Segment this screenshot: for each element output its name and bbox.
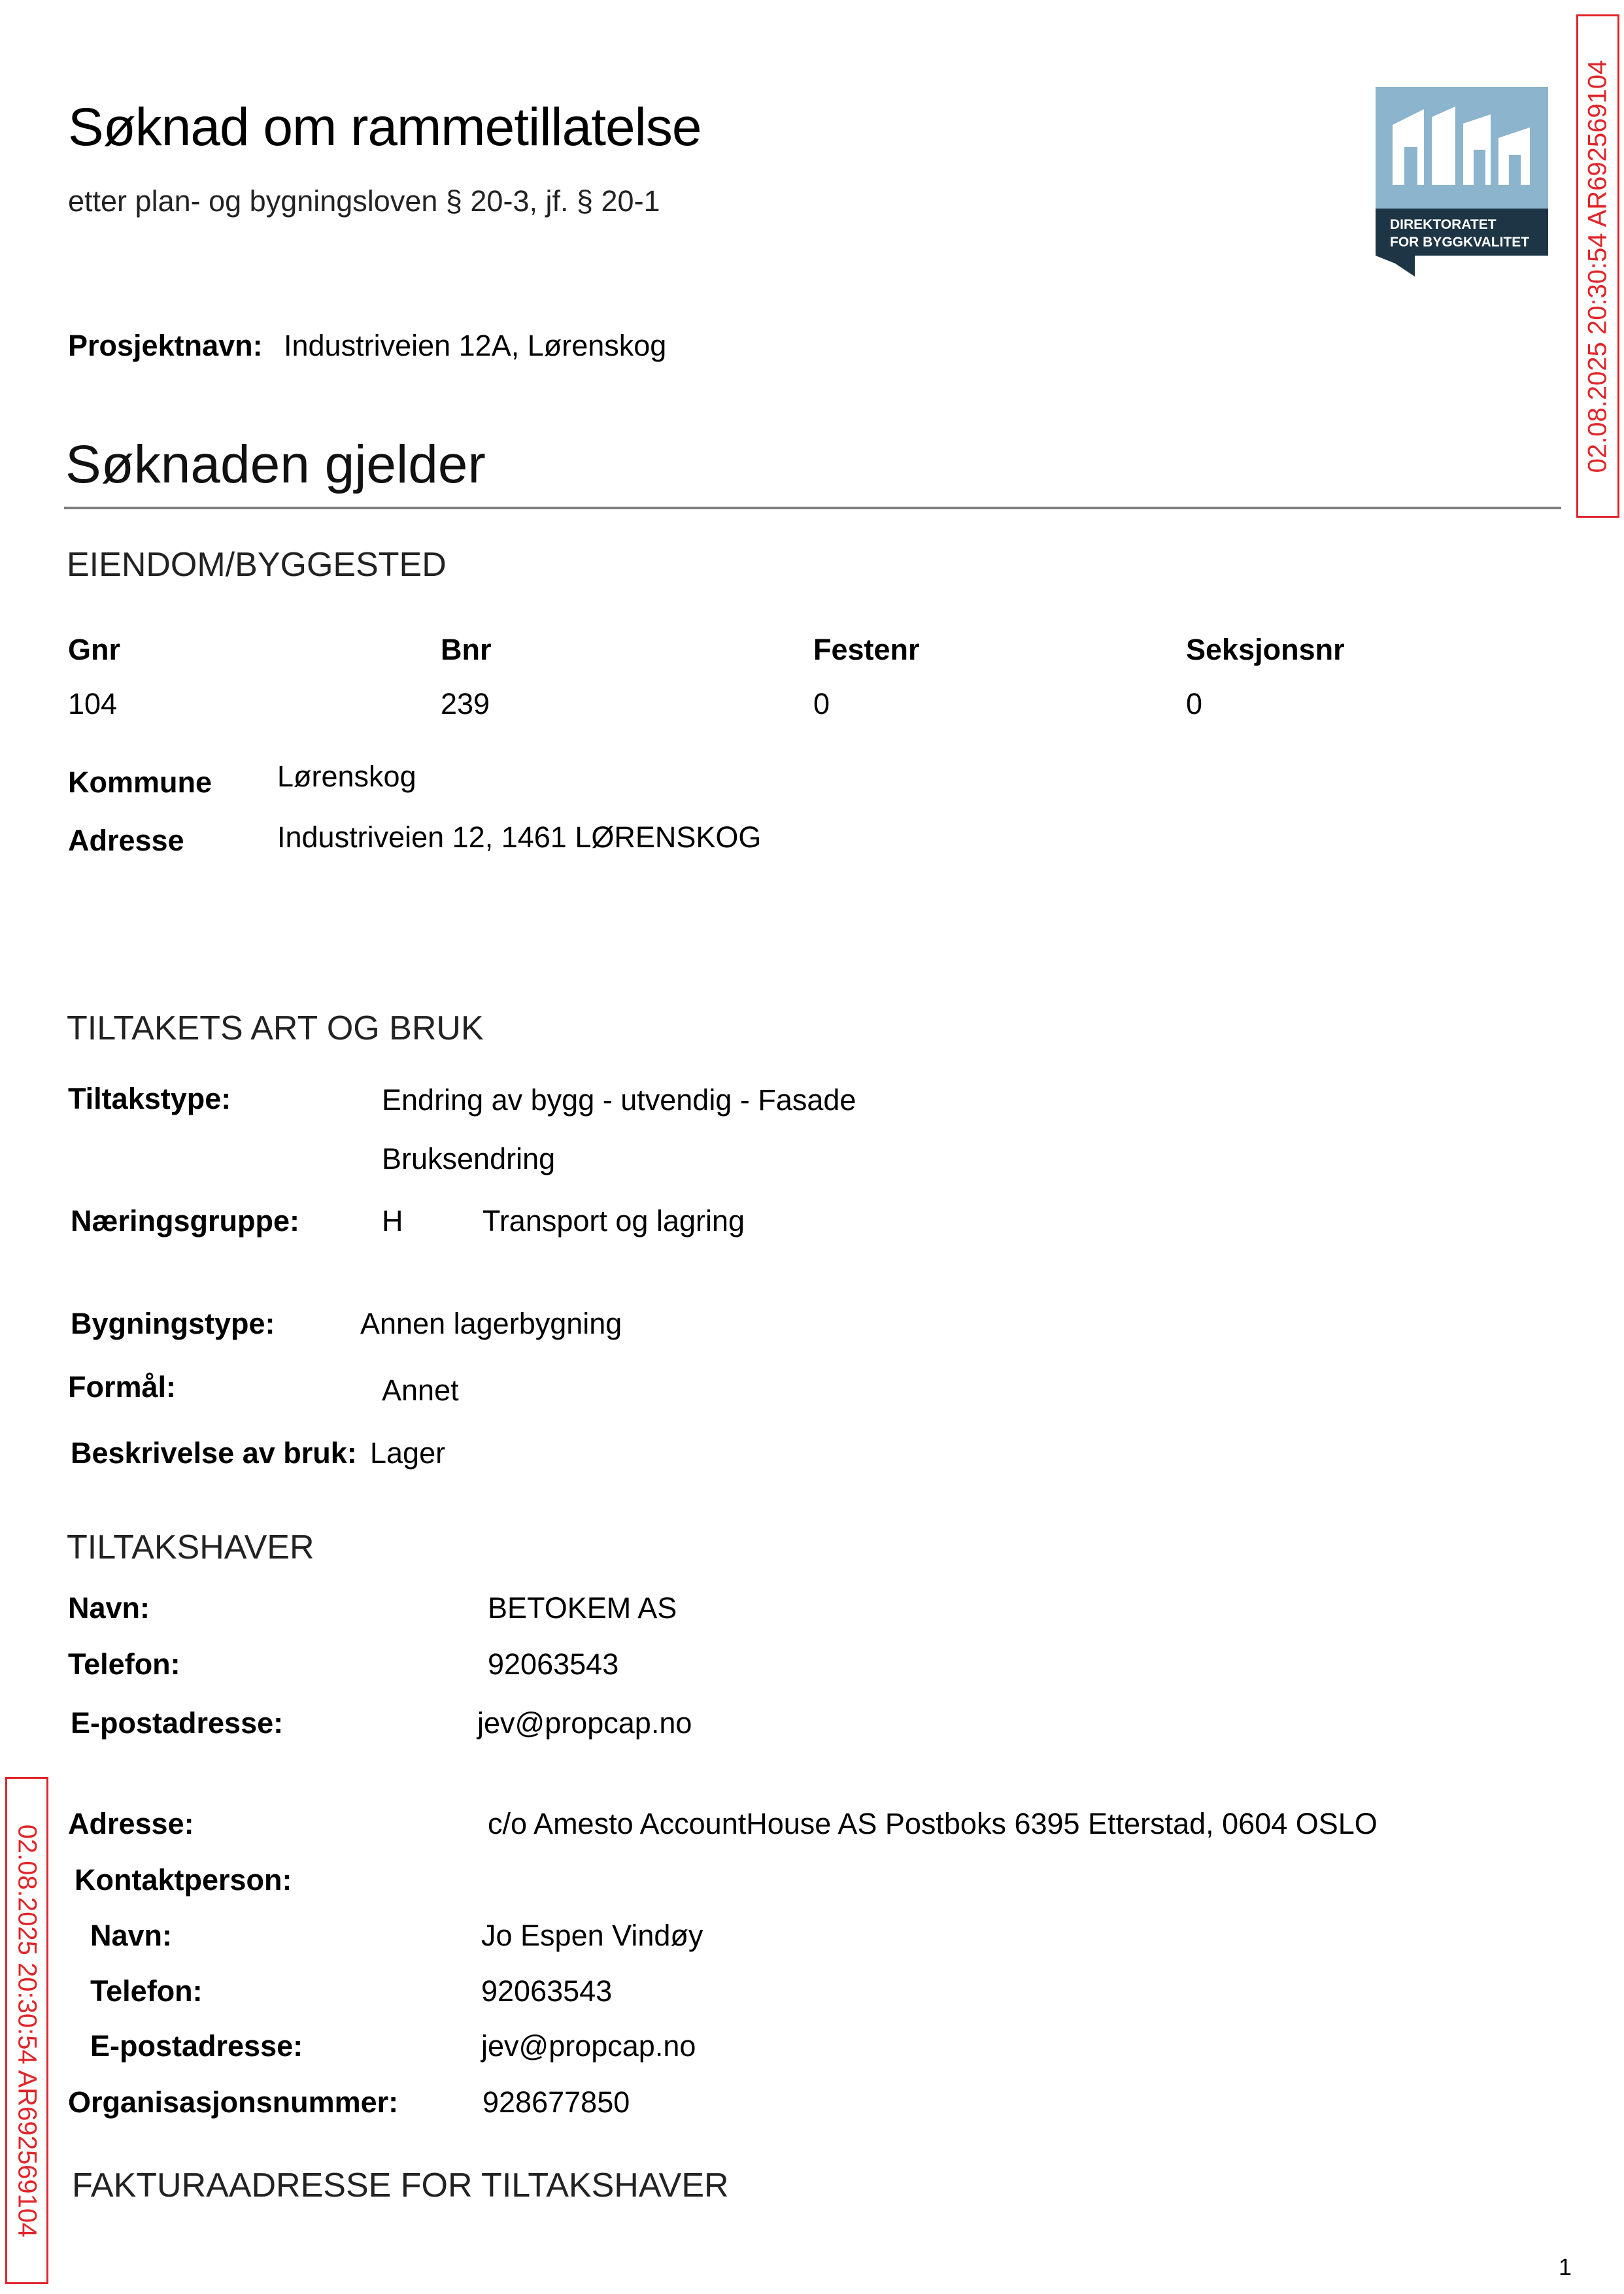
organisasjonsnummer-value: 928677850 xyxy=(482,2085,630,2119)
naeringsgruppe-label: Næringsgruppe: xyxy=(71,1204,300,1238)
tiltakstype-label: Tiltakstype: xyxy=(68,1082,231,1115)
kontakt-telefon-value: 92063543 xyxy=(481,1974,613,2008)
kontakt-epost-label: E-postadresse: xyxy=(90,2029,303,2063)
tiltakshaver-adresse-value: c/o Amesto AccountHouse AS Postboks 6395 Etterstad, 0604 OSLO xyxy=(488,1807,1378,1840)
dibk-logo-graphic xyxy=(1376,87,1548,277)
logo-text-line2: FOR BYGGKVALITET xyxy=(1390,235,1530,250)
stamp-text: 02.08.2025 20:30:54 AR692569104 xyxy=(12,1824,42,2237)
adresse-label: Adresse xyxy=(68,824,184,857)
kommune-value: Lørenskog xyxy=(277,760,416,793)
tiltakstype-value-2: Bruksendring xyxy=(382,1142,556,1175)
gnr-label: Gnr xyxy=(68,633,121,666)
stamp-text: 02.08.2025 20:30:54 AR692569104 xyxy=(1583,59,1612,473)
kontakt-telefon-label: Telefon: xyxy=(90,1974,203,2008)
navn-value: BETOKEM AS xyxy=(488,1591,677,1625)
project-label: Prosjektnavn: xyxy=(68,329,263,362)
telefon-label: Telefon: xyxy=(68,1647,180,1681)
telefon-value: 92063543 xyxy=(488,1647,619,1681)
bnr-label: Bnr xyxy=(441,633,492,666)
epost-label: E-postadresse: xyxy=(71,1706,284,1740)
section-title: Søknaden gjelder xyxy=(65,435,486,494)
tiltakshaver-adresse-label: Adresse: xyxy=(68,1807,194,1840)
bygningstype-value: Annen lagerbygning xyxy=(360,1307,622,1340)
adresse-value: Industriveien 12, 1461 LØRENSKOG xyxy=(277,820,762,854)
page-number: 1 xyxy=(1559,2253,1572,2280)
kontakt-epost-value: jev@propcap.no xyxy=(481,2029,696,2063)
navn-label: Navn: xyxy=(68,1591,150,1625)
tiltakstype-value-1: Endring av bygg - utvendig - Fasade xyxy=(382,1083,856,1117)
beskrivelse-bruk-label: Beskrivelse av bruk: xyxy=(71,1436,357,1470)
festenr-label: Festenr xyxy=(813,633,920,666)
bygningstype-label: Bygningstype: xyxy=(71,1307,275,1340)
kommune-label: Kommune xyxy=(68,766,212,799)
beskrivelse-bruk-value: Lager xyxy=(370,1436,446,1470)
gnr-value: 104 xyxy=(68,687,118,720)
bnr-value: 239 xyxy=(441,687,490,720)
naeringsgruppe-code: H xyxy=(382,1204,403,1238)
dibk-logo xyxy=(1376,87,1548,277)
tiltak-heading: TILTAKETS ART OG BRUK xyxy=(67,1009,484,1047)
seksjonsnr-label: Seksjonsnr xyxy=(1186,633,1345,666)
festenr-value: 0 xyxy=(813,687,830,720)
kontaktperson-label: Kontaktperson: xyxy=(75,1863,292,1897)
tiltakshaver-heading: TILTAKSHAVER xyxy=(67,1528,314,1566)
kontakt-navn-label: Navn: xyxy=(90,1919,173,1952)
formal-label: Formål: xyxy=(68,1370,177,1404)
timestamp-stamp-bottom xyxy=(5,1777,48,2284)
section-divider xyxy=(64,507,1561,509)
naeringsgruppe-value: Transport og lagring xyxy=(482,1204,745,1238)
fakturaadresse-heading: FAKTURAADRESSE FOR TILTAKSHAVER xyxy=(72,2167,729,2204)
seksjonsnr-value: 0 xyxy=(1186,687,1203,720)
logo-text-line1: DIREKTORATET xyxy=(1390,217,1497,232)
eiendom-heading: EIENDOM/BYGGESTED xyxy=(67,546,447,584)
kontakt-navn-value: Jo Espen Vindøy xyxy=(481,1919,703,1952)
organisasjonsnummer-label: Organisasjonsnummer: xyxy=(68,2085,399,2119)
document-title: Søknad om rammetillatelse xyxy=(68,97,702,157)
epost-value: jev@propcap.no xyxy=(477,1706,692,1740)
project-value: Industriveien 12A, Lørenskog xyxy=(284,329,667,362)
document-subtitle: etter plan- og bygningsloven § 20-3, jf. § 20-1 xyxy=(68,184,660,218)
timestamp-stamp-top xyxy=(1576,14,1619,518)
formal-value: Annet xyxy=(382,1374,459,1407)
